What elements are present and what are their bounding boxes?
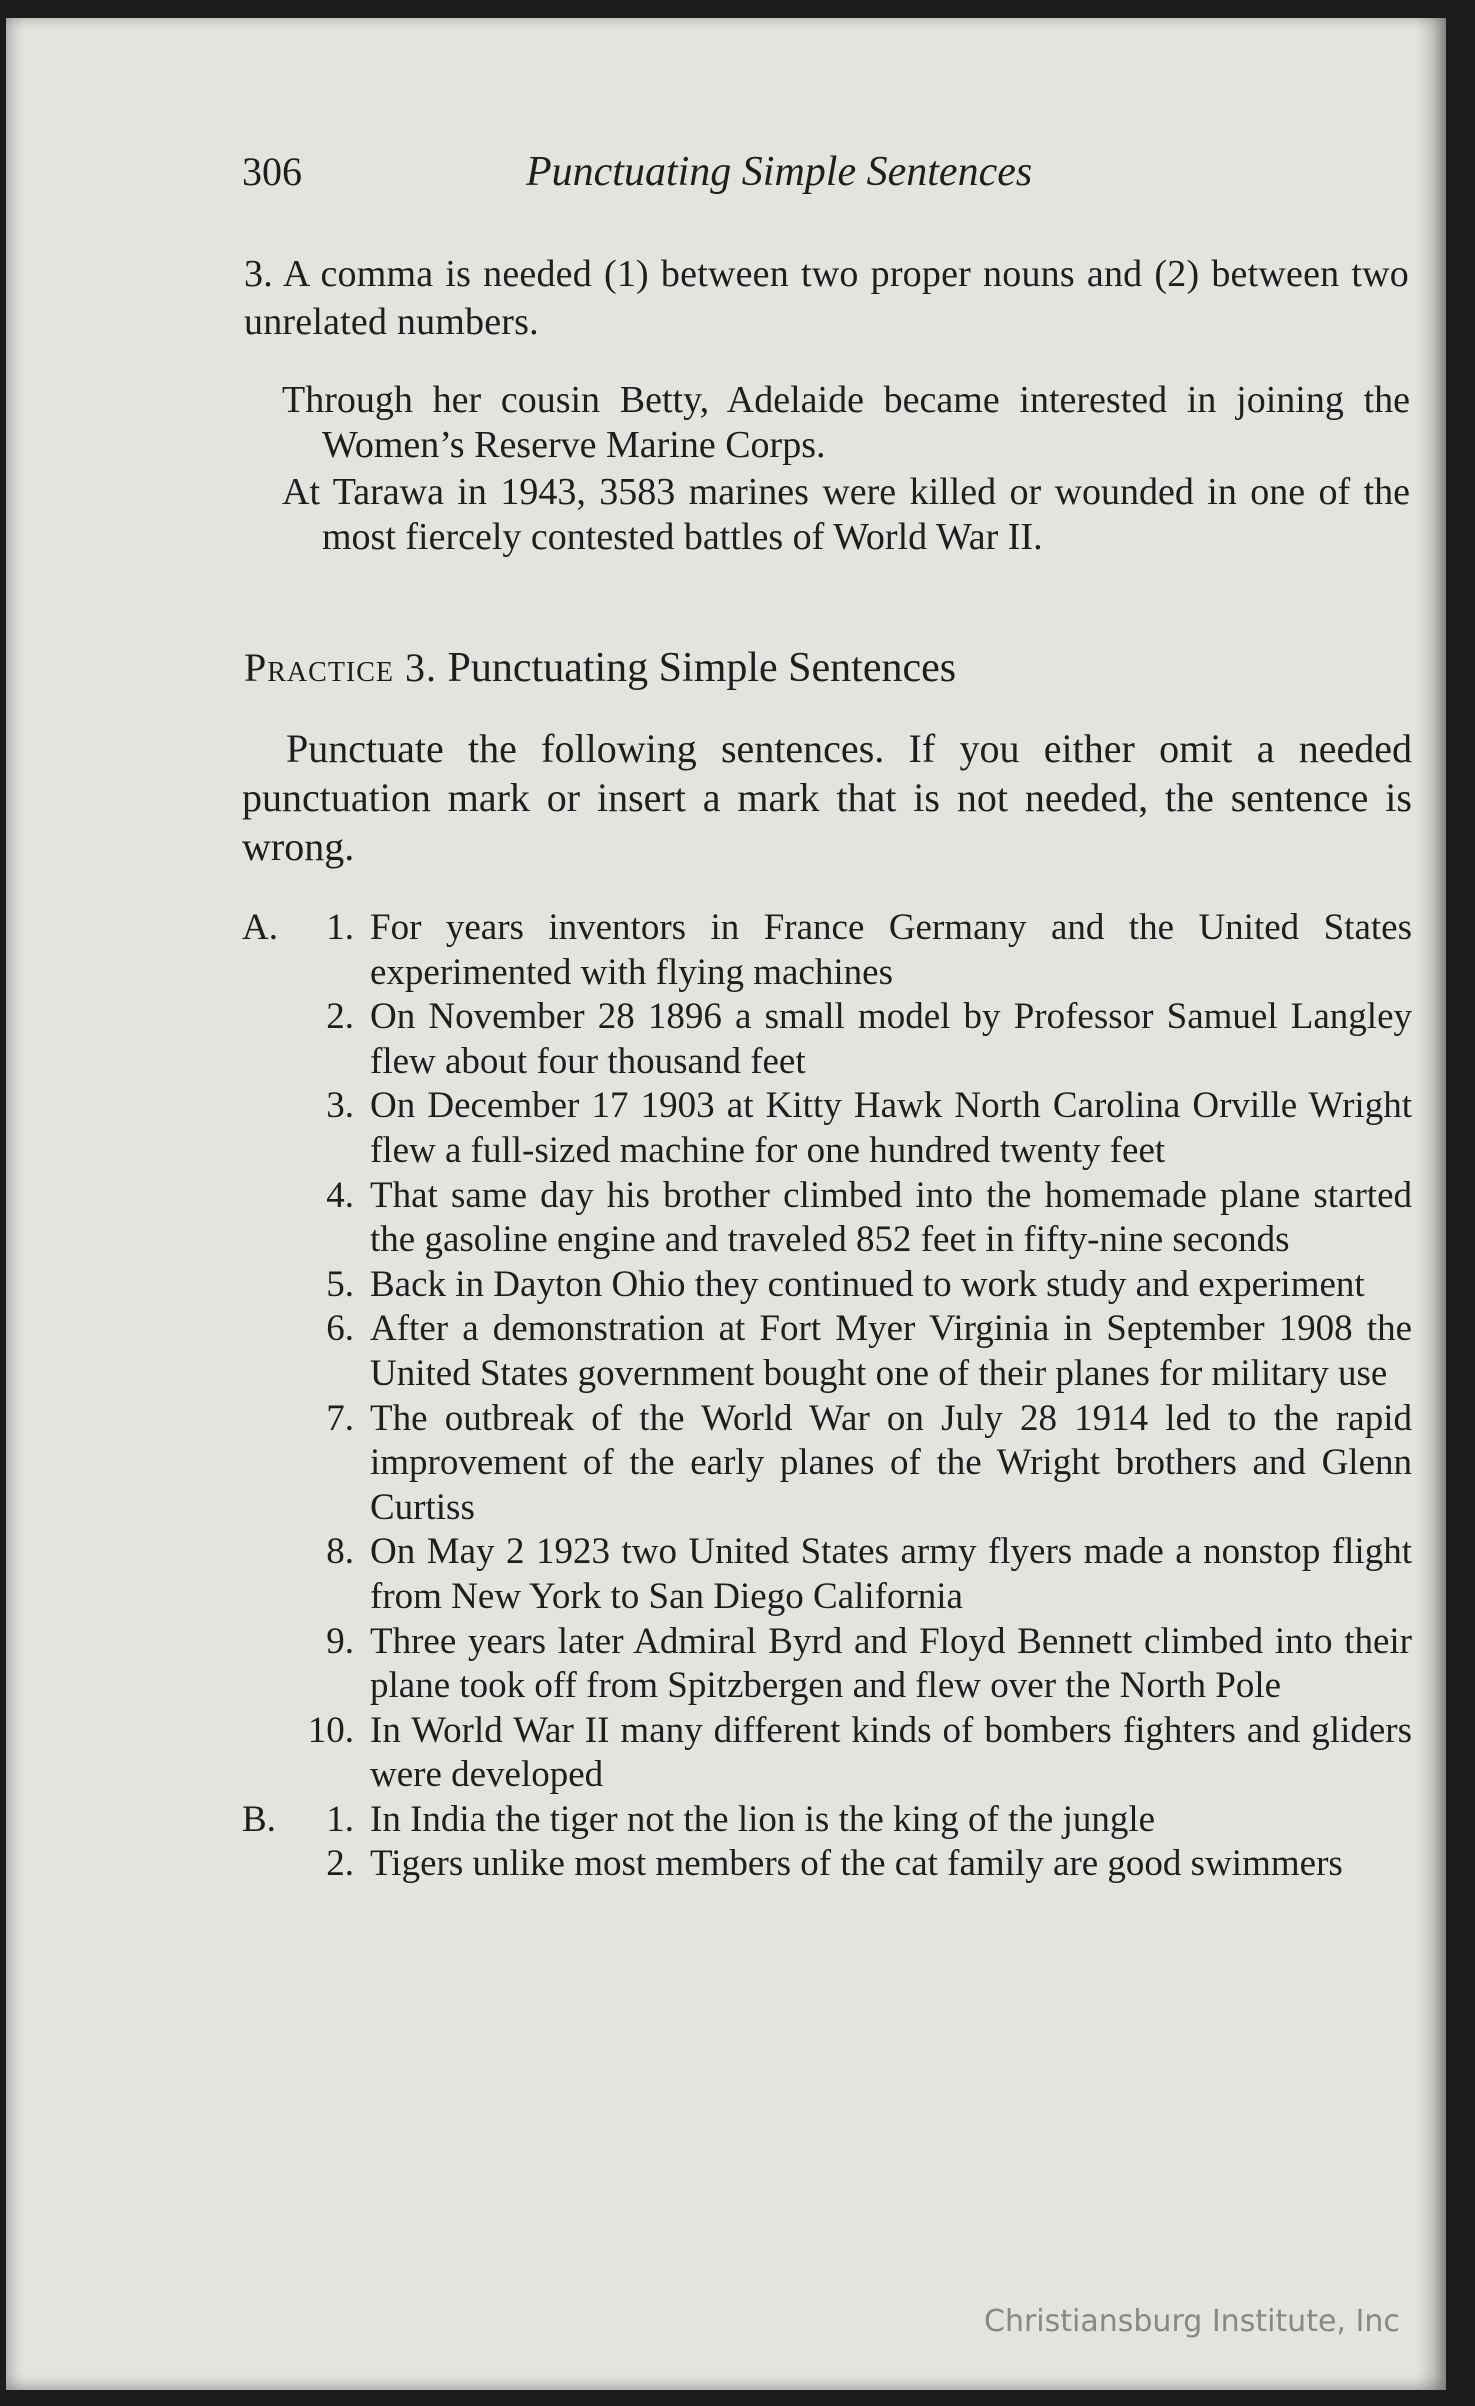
item-number: 9. xyxy=(326,1620,354,1662)
item-number: 8. xyxy=(326,1531,354,1573)
item-text: On December 17 1903 at Kitty Hawk North Carolina Orville Wright flew a full-sized machine for one hundred twenty feet xyxy=(370,1085,1412,1171)
running-title: Punctuating Simple Sentences xyxy=(526,149,1033,195)
list-item xyxy=(242,1709,1412,1798)
list-item xyxy=(242,1530,1412,1619)
section-letter: B. xyxy=(242,1798,276,1840)
item-text: In India the tiger not the lion is the king of the jungle xyxy=(370,1798,1156,1840)
exercise-list xyxy=(242,906,1412,1887)
example-sentence: Through her cousin Betty, Adelaide became interested in joining the Women’s Reserve Marine Corps. xyxy=(282,379,1410,466)
list-item xyxy=(242,1084,1412,1173)
practice-title: Punctuating Simple Sentences xyxy=(447,645,957,691)
item-number: 1. xyxy=(326,1798,354,1840)
item-text: On November 28 1896 a small model by Professor Samuel Langley flew about four thousand feet xyxy=(370,996,1412,1082)
item-text: Tigers unlike most members of the cat family are good swimmers xyxy=(370,1843,1343,1885)
list-item xyxy=(242,995,1412,1084)
page-header xyxy=(242,148,1412,208)
list-item xyxy=(242,906,1412,995)
item-text: That same day his brother climbed into the homemade plane started the gasoline engine and traveled 852 feet in fifty-nine seconds xyxy=(370,1174,1412,1261)
practice-heading xyxy=(244,644,1404,692)
page-edge-shadow xyxy=(1416,18,1446,2390)
watermark: Christiansburg Institute, Inc xyxy=(984,2304,1400,2339)
item-text: After a demonstration at Fort Myer Virginia in September 1908 the United States government bought one of their planes for military use xyxy=(370,1308,1412,1394)
book-page xyxy=(6,18,1446,2390)
list-item xyxy=(242,1620,1412,1709)
item-text: Three years later Admiral Byrd and Floyd Bennett climbed into their plane took off from Spitzbergen and flew over the North Pole xyxy=(370,1620,1412,1707)
example-sentences xyxy=(282,378,1410,560)
example-sentence: At Tarawa in 1943, 3583 marines were killed or wounded in one of the most fiercely contested battles of World War II. xyxy=(282,471,1410,558)
list-item xyxy=(242,1263,1412,1308)
item-text: Back in Dayton Ohio they continued to work study and experiment xyxy=(370,1263,1365,1305)
section-letter: A. xyxy=(242,907,278,948)
rule-text: 3. A comma is needed (1) between two proper nouns and (2) between two unrelated numbers. xyxy=(244,253,1409,343)
item-number: 1. xyxy=(326,907,354,948)
item-number: 3. xyxy=(326,1085,354,1127)
item-number: 7. xyxy=(326,1397,354,1439)
list-item xyxy=(242,1798,1412,1843)
item-text: The outbreak of the World War on July 28 1914 led to the rapid improvement of the early planes of the Wright brothers and Glenn Curtiss xyxy=(370,1397,1412,1528)
page-gutter-shadow xyxy=(6,18,24,2390)
practice-instructions: Punctuate the following sentences. If you either omit a needed punctuation mark or insert a mark that is not needed, the sentence is wrong. xyxy=(242,726,1412,869)
item-text: For years inventors in France Germany and the United States experimented with flying machines xyxy=(370,907,1412,993)
item-number: 4. xyxy=(326,1174,354,1216)
item-number: 5. xyxy=(326,1263,354,1305)
item-number: 2. xyxy=(326,996,354,1038)
item-number: 2. xyxy=(326,1843,354,1885)
list-item xyxy=(242,1842,1412,1887)
item-number: 6. xyxy=(326,1308,354,1350)
punctuation-rule xyxy=(244,250,1409,346)
item-number: 10. xyxy=(307,1709,354,1751)
list-item xyxy=(242,1307,1412,1396)
practice-label: Practice 3. xyxy=(244,645,438,690)
list-item xyxy=(242,1397,1412,1531)
item-text: In World War II many different kinds of bombers fighters and gliders were developed xyxy=(370,1709,1412,1796)
item-text: On May 2 1923 two United States army flyers made a nonstop flight from New York to San Diego California xyxy=(370,1531,1412,1617)
list-item xyxy=(242,1174,1412,1263)
page-number: 306 xyxy=(242,149,302,194)
